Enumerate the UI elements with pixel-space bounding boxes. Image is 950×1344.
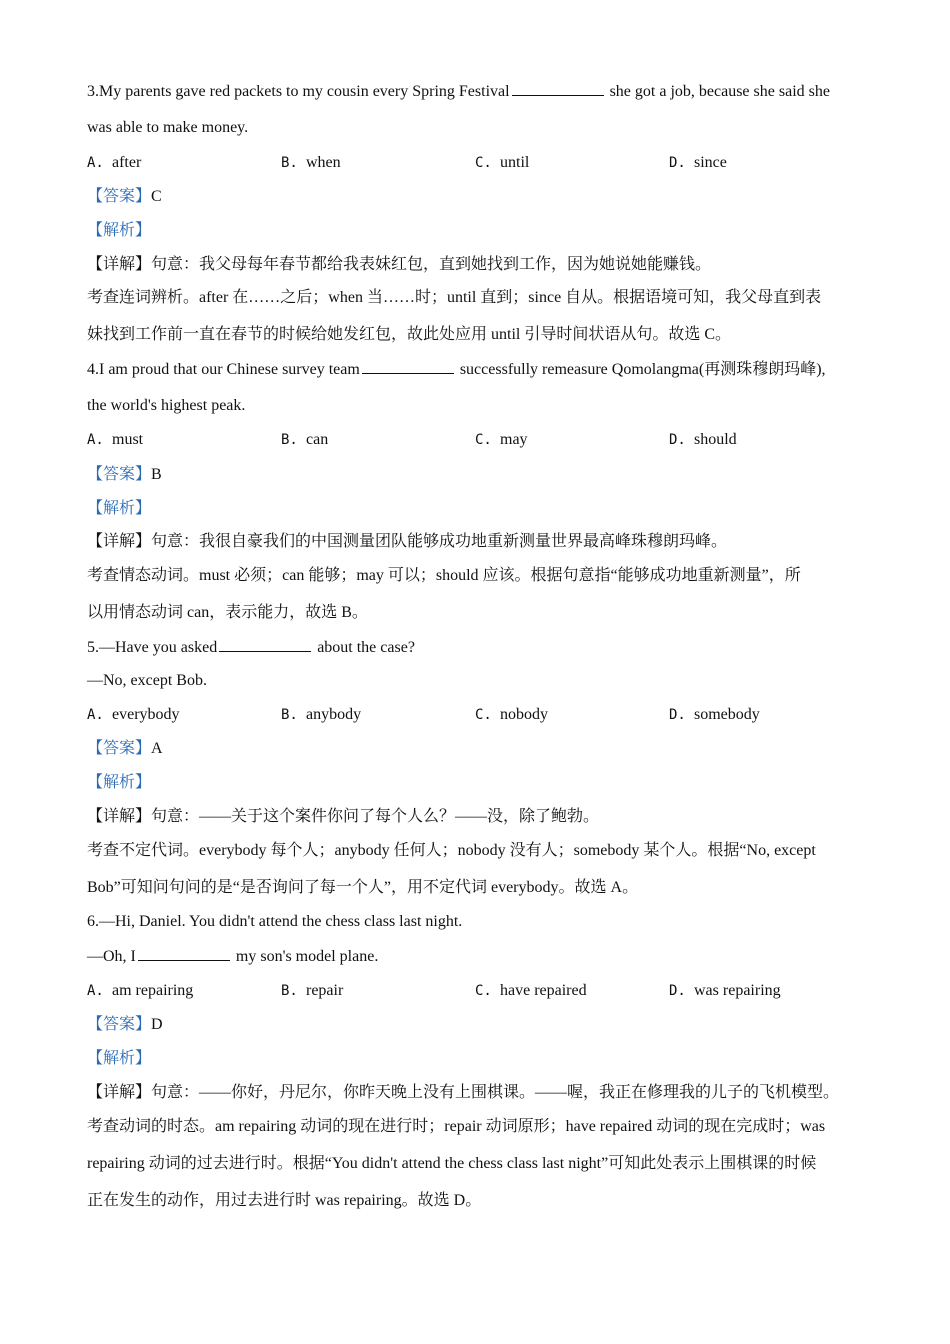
answer-blank xyxy=(138,946,230,961)
question-3-analysis-label: 【解析】 xyxy=(87,222,152,239)
question-6-stem: 6.—Hi, Daniel. You didn't attend the chess class last night. xyxy=(87,913,463,930)
question-5-explanation-1: 考查不定代词。everybody 每个人；anybody 任何人；nobody 没有人；somebody 某个人。根据“No, except xyxy=(87,842,816,859)
answer-blank xyxy=(362,359,454,374)
option-b: B. anybody xyxy=(281,706,362,723)
option-c: C. nobody xyxy=(475,706,548,723)
question-4-stem: 4.I am proud that our Chinese survey team successfully remeasure Qomolangma(再测珠穆朗玛峰), xyxy=(87,361,826,378)
question-3-options xyxy=(87,153,867,173)
question-6-reply: —Oh, I my son's model plane. xyxy=(87,948,379,965)
option-c: C. have repaired xyxy=(475,982,587,999)
question-5-answer: 【答案】A xyxy=(87,740,163,757)
option-c: C. until xyxy=(475,154,530,171)
question-4-explanation-2: 以用情态动词 can，表示能力，故选 B。 xyxy=(87,604,368,621)
question-5-stem: 5.—Have you asked about the case? xyxy=(87,639,415,656)
question-4-answer: 【答案】B xyxy=(87,466,162,483)
option-d: D. was repairing xyxy=(669,982,781,999)
question-5-detail: 【详解】句意：——关于这个案件你问了每个人么？——没，除了鲍勃。 xyxy=(87,808,600,825)
question-3-stem-cont: was able to make money. xyxy=(87,119,249,136)
question-5-explanation-2: Bob”可知问句问的是“是否询问了每一个人”，用不定代词 everybody。故选 A。 xyxy=(87,879,639,896)
option-b: B. can xyxy=(281,431,329,448)
question-3-stem: 3.My parents gave red packets to my cousin every Spring Festival she got a job, because she said she xyxy=(87,83,830,100)
question-3-explanation-2: 妹找到工作前一直在春节的时候给她发红包，故此处应用 until 引导时间状语从句。故选 C。 xyxy=(87,326,732,343)
question-5-analysis-label: 【解析】 xyxy=(87,774,152,791)
question-4-options xyxy=(87,430,867,450)
option-a: A. after xyxy=(87,154,142,171)
question-6-detail: 【详解】句意：——你好，丹尼尔，你昨天晚上没有上围棋课。——喔，我正在修理我的儿子的飞机模型。 xyxy=(87,1084,840,1101)
option-a: A. must xyxy=(87,431,144,448)
option-b: B. repair xyxy=(281,982,344,999)
question-6-answer: 【答案】D xyxy=(87,1016,163,1033)
option-a: A. everybody xyxy=(87,706,180,723)
question-5-reply: —No, except Bob. xyxy=(87,672,207,689)
question-3-answer: 【答案】C xyxy=(87,188,162,205)
question-6-explanation-2: repairing 动词的过去进行时。根据“You didn't attend the chess class last night”可知此处表示上围棋课的时候 xyxy=(87,1155,817,1172)
question-4-stem-cont: the world's highest peak. xyxy=(87,397,246,414)
option-c: C. may xyxy=(475,431,528,448)
question-3-detail: 【详解】句意：我父母每年春节都给我表妹红包，直到她找到工作，因为她说她能赚钱。 xyxy=(87,256,712,273)
answer-blank xyxy=(219,637,311,652)
question-6-options xyxy=(87,981,867,1001)
option-d: D. should xyxy=(669,431,737,448)
option-a: A. am repairing xyxy=(87,982,194,999)
question-5-options xyxy=(87,705,867,725)
question-4-explanation-1: 考查情态动词。must 必须；can 能够；may 可以；should 应该。根据句意指“能够成功地重新测量”，所 xyxy=(87,567,801,584)
question-4-analysis-label: 【解析】 xyxy=(87,500,152,517)
option-d: D. somebody xyxy=(669,706,760,723)
question-4-detail: 【详解】句意：我很自豪我们的中国测量团队能够成功地重新测量世界最高峰珠穆朗玛峰。 xyxy=(87,533,728,550)
question-6-explanation-1: 考查动词的时态。am repairing 动词的现在进行时；repair 动词原形；have repaired 动词的现在完成时；was xyxy=(87,1118,826,1135)
answer-blank xyxy=(512,81,604,96)
question-6-explanation-3: 正在发生的动作，用过去进行时 was repairing。故选 D。 xyxy=(87,1192,482,1209)
question-6-analysis-label: 【解析】 xyxy=(87,1050,152,1067)
question-3-explanation-1: 考查连词辨析。after 在……之后；when 当……时；until 直到；since 自从。根据语境可知，我父母直到表 xyxy=(87,289,822,306)
option-b: B. when xyxy=(281,154,341,171)
option-d: D. since xyxy=(669,154,727,171)
